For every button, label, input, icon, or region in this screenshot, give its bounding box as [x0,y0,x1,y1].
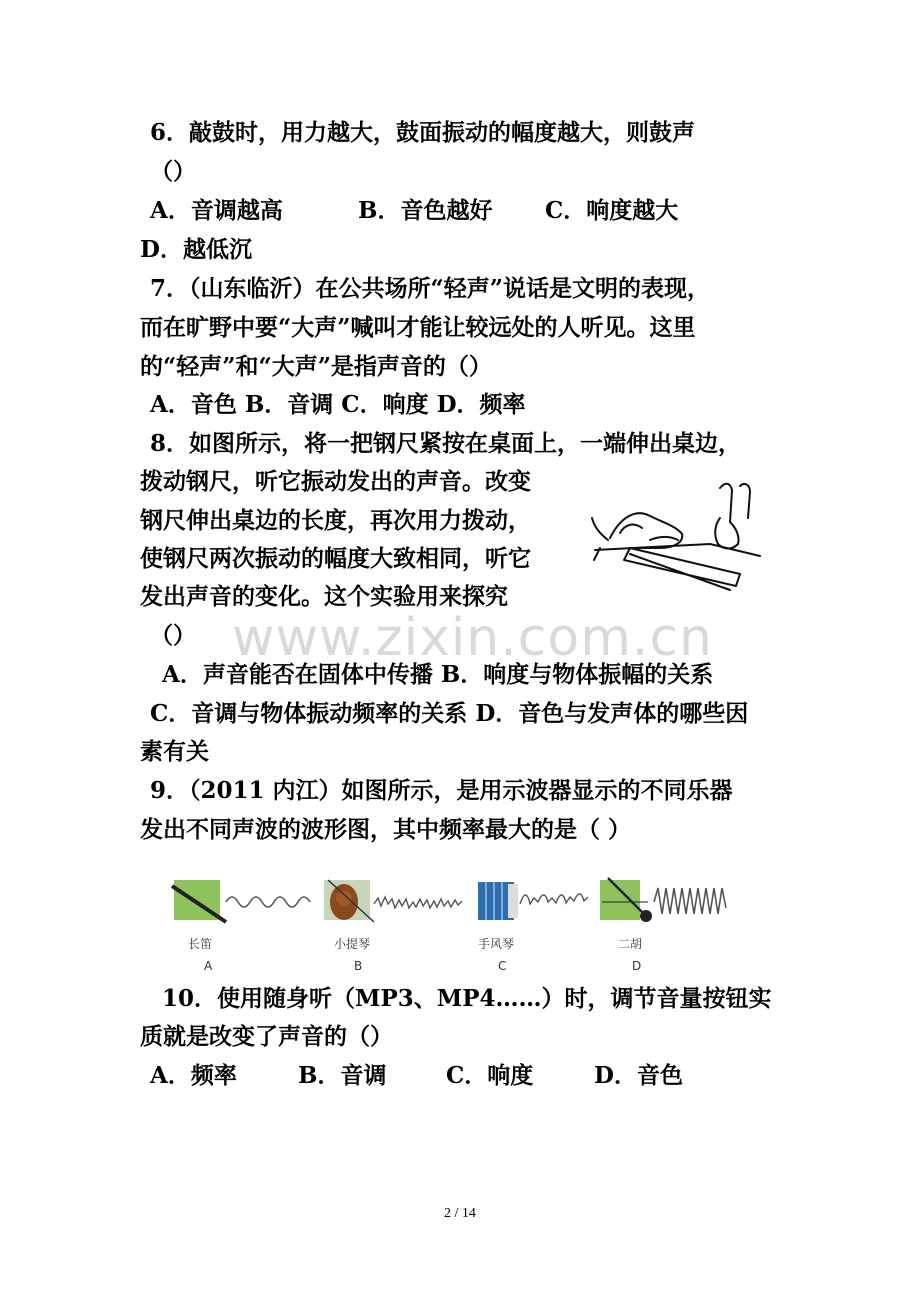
q6-line2: （） [150,158,196,185]
right-hand [718,484,739,549]
label-c-letter: C [498,959,507,973]
q8-line2: 拨动钢尺，听它振动发出的声音。改变 [140,468,531,495]
erhu-picture [600,878,652,922]
q10-option-d: D．音色 [594,1062,683,1089]
label-b-name: 小提琴 [334,937,371,951]
q6-option-c: C．响度越大 [545,197,679,224]
q8-line1: 8．如图所示，将一把钢尺紧按在桌面上，一端伸出桌边， [150,430,742,457]
q8-line6: （） [150,622,196,649]
page-number: 2 / 14 [444,1206,476,1221]
waveform-c [520,894,588,904]
q7-line1: 7．（山东临沂）在公共场所“轻声”说话是文明的表现， [150,275,710,302]
label-b-letter: B [354,959,363,973]
watermark: www.zixin.com.cn [232,608,713,668]
q7-line3: 的“轻声”和“大声”是指声音的（） [140,353,492,380]
q6-option-a: A．音调越高 [150,197,283,224]
q8-line3: 钢尺伸出桌边的长度，再次用力拨动， [140,507,531,534]
violin-picture [324,880,374,922]
q9-line1: 9．（2011 内江）如图所示，是用示波器显示的不同乐器 [150,777,733,804]
waveform-figure [168,872,748,977]
waveform-a [226,897,310,907]
label-a-letter: A [204,959,213,973]
q7-line2: 而在旷野中要“大声”喊叫才能让较远处的人听见。这里 [140,314,696,341]
q10-option-c: C．响度 [446,1062,534,1089]
label-d-letter: D [632,959,642,973]
q8-line4: 使钢尺两次振动的幅度大致相同，听它 [140,545,531,572]
q6-line1: 6．敲鼓时，用力越大，鼓面振动的幅度越大，则鼓声 [150,119,696,146]
q10-option-b: B．音调 [298,1062,387,1089]
q8-options-ab: A．声音能否在固体中传播 B．响度与物体振幅的关系 [162,661,714,688]
q8-options-cd-cont: 素有关 [140,738,209,765]
q10-line2: 质就是改变了声音的（） [140,1023,393,1050]
waveform-b [374,897,462,908]
q10-line1: 10．使用随身听（MP3、MP4……）时，调节音量按钮实 [162,985,772,1012]
q7-options: A．音色 B．音调 C．响度 D．频率 [150,391,526,418]
label-d-name: 二胡 [618,937,643,951]
q6-option-d: D．越低沉 [140,236,252,263]
label-a-name: 长笛 [188,937,213,951]
flute-picture [172,880,226,922]
q10-option-a: A．频率 [150,1062,237,1089]
steel-ruler [624,548,740,586]
q8-options-cd: C．音调与物体振动频率的关系 D．音色与发声体的哪些因 [150,700,749,727]
q8-line5: 发出声音的变化。这个实验用来探究 [140,583,508,610]
q9-line2: 发出不同声波的波形图，其中频率最大的是（ ） [140,816,632,843]
label-c-name: 手风琴 [478,937,515,951]
ruler-experiment-figure [590,478,765,603]
q6-option-b: B．音色越好 [358,197,493,224]
waveform-d [654,888,726,914]
accordion-picture [478,882,518,920]
